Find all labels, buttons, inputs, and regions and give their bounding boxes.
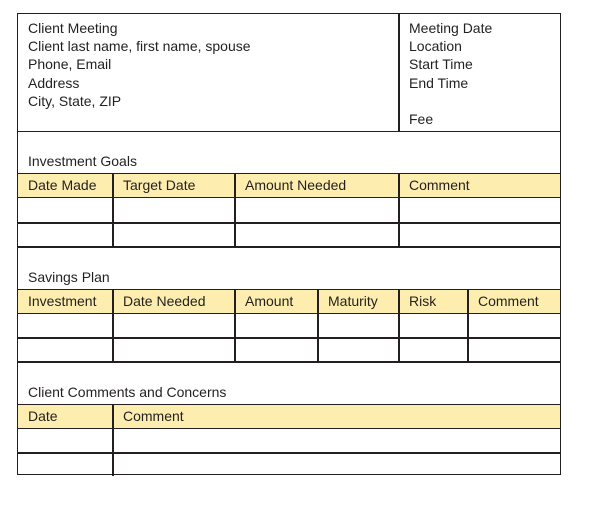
column-header: Comment <box>123 408 184 424</box>
savings-plan-title: Savings Plan <box>28 269 110 285</box>
column-header: Date Made <box>28 177 97 193</box>
column-header: Risk <box>409 293 437 309</box>
column-header: Comment <box>409 177 470 193</box>
column-header: Date <box>28 408 58 424</box>
investment-goals-title: Investment Goals <box>28 153 137 169</box>
fee-label: Fee <box>409 111 434 127</box>
meeting-date-label: Meeting Date <box>409 20 493 36</box>
column-header: Comment <box>478 293 539 309</box>
client-comments-header-row <box>18 404 560 429</box>
table-row[interactable] <box>18 430 560 452</box>
table-row[interactable] <box>18 454 560 474</box>
savings-plan-header-row <box>18 289 560 314</box>
meeting-header <box>18 14 560 132</box>
city-state-zip-label: City, State, ZIP <box>28 92 122 109</box>
investment-goals-header-row <box>18 173 560 198</box>
column-header: Target Date <box>123 177 196 193</box>
end-time-label: End Time <box>409 74 469 91</box>
form-title: Client Meeting <box>28 20 118 36</box>
start-time-label: Start Time <box>409 56 473 73</box>
table-row[interactable] <box>18 339 560 361</box>
table-row-divider <box>18 361 560 363</box>
address-label: Address <box>28 74 80 91</box>
client-meeting-form <box>17 13 561 475</box>
table-row[interactable] <box>18 315 560 337</box>
table-row-divider <box>18 246 560 248</box>
column-header: Investment <box>28 293 97 309</box>
header-divider <box>398 14 400 131</box>
table-row[interactable] <box>18 199 560 222</box>
location-label: Location <box>409 38 462 55</box>
column-header: Amount Needed <box>245 177 347 193</box>
client-comments-title: Client Comments and Concerns <box>28 384 227 400</box>
column-header: Maturity <box>328 293 378 309</box>
table-row[interactable] <box>18 223 560 246</box>
contact-label: Phone, Email <box>28 56 112 73</box>
meeting-info-labels <box>409 19 492 92</box>
client-info-labels <box>28 19 251 110</box>
column-header: Amount <box>245 293 294 309</box>
column-header: Date Needed <box>123 293 206 309</box>
client-name-label: Client last name, first name, spouse <box>28 38 251 55</box>
